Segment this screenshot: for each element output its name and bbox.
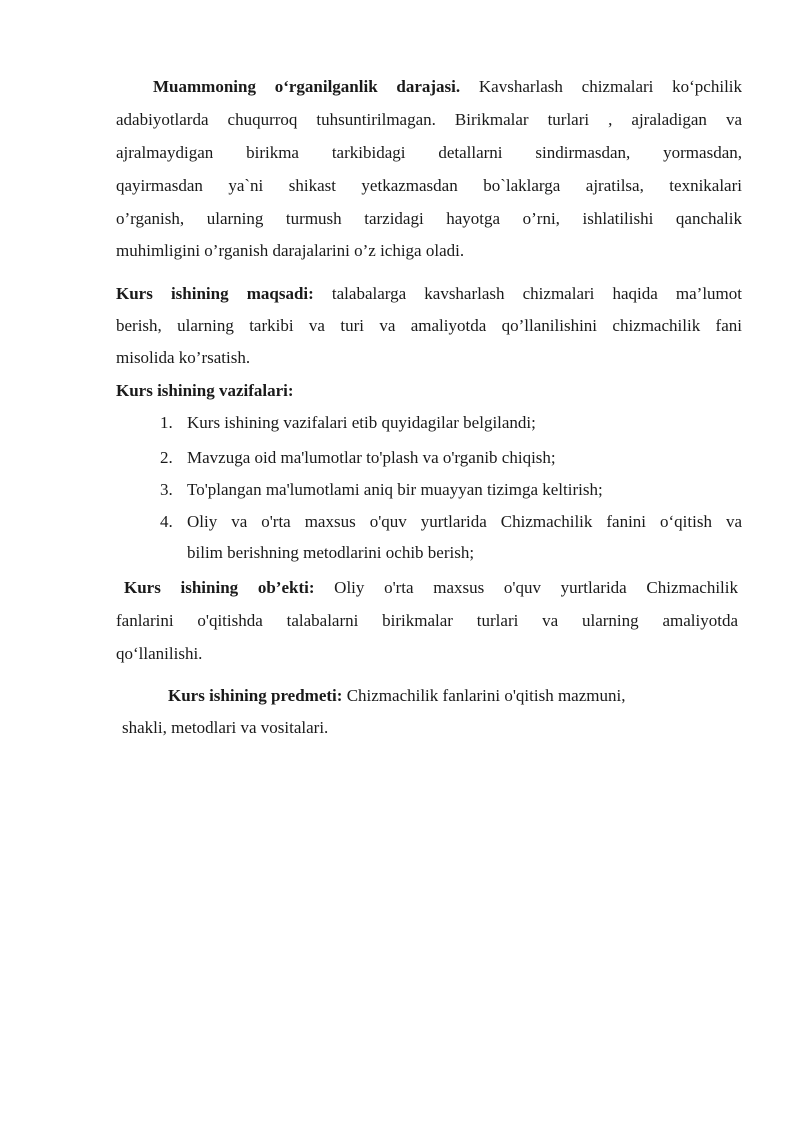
research-degree-line-1: Muammoning o‘rganilganlik darajasi. Kavsharlash chizmalari ko‘pchilik (153, 77, 743, 96)
task-4-text-line-1: Oliy va o'rta maxsus o'quv yurtlarida Chizmachilik fanini o‘qitish va (187, 512, 742, 531)
tasks-heading: Kurs ishining vazifalari: (116, 381, 294, 400)
object-label: Kurs ishining ob’ekti: (124, 578, 315, 597)
subject-label: Kurs ishining predmeti: (168, 686, 343, 705)
task-3-text: To'plangan ma'lumotlami aniq bir muayyan tizimga keltirish; (187, 480, 603, 499)
object-line-1: Kurs ishining ob’ekti: Oliy o'rta maxsus o'quv yurtlarida Chizmachilik (124, 578, 738, 597)
task-2-number: 2. (160, 448, 173, 467)
research-degree-line-6: muhimligini o’rganish darajalarini o’z ichiga oladi. (116, 241, 465, 260)
object-line-2: fanlarini o'qitishda talabalarni birikmalar turlari va ularning amaliyotda (116, 611, 738, 630)
goal-label: Kurs ishining maqsadi: (116, 284, 314, 303)
research-degree-line-5: o’rganish, ularning turmush tarzidagi hayotga o’rni, ishlatilishi qanchalik (116, 209, 742, 228)
research-degree-label: Muammoning o‘rganilganlik darajasi. (153, 77, 461, 96)
task-4-number: 4. (160, 512, 173, 531)
task-3-number: 3. (160, 480, 173, 499)
task-4-text-line-2: bilim berishning metodlarini ochib berish; (187, 543, 475, 562)
goal-line-2: berish, ularning tarkibi va turi va amaliyotda qo’llanilishini chizmachilik fani (116, 316, 742, 335)
research-degree-line-3: ajralmaydigan birikma tarkibidagi detallarni sindirmasdan, yormasdan, (116, 143, 742, 162)
task-1-number: 1. (160, 413, 173, 432)
subject-line-2: shakli, metodlari va vositalari. (122, 718, 329, 737)
task-1-text: Kurs ishining vazifalari etib quyidagilar belgilandi; (187, 413, 536, 432)
object-line-3: qo‘llanilishi. (116, 644, 203, 663)
goal-line-3: misolida ko’rsatish. (116, 348, 251, 367)
goal-line-1: Kurs ishining maqsadi: talabalarga kavsharlash chizmalari haqida ma’lumot (116, 284, 743, 303)
task-2-text: Mavzuga oid ma'lumotlar to'plash va o'rganib chiqish; (187, 448, 556, 467)
subject-line-1: Kurs ishining predmeti: Chizmachilik fanlarini o'qitish mazmuni, (168, 686, 626, 705)
research-degree-line-2: adabiyotlarda chuqurroq tuhsuntirilmagan. Birikmalar turlari , ajraladigan va (116, 110, 742, 129)
research-degree-line-4: qayirmasdan ya`ni shikast yetkazmasdan bo`laklarga ajratilsa, texnikalari (116, 176, 742, 195)
